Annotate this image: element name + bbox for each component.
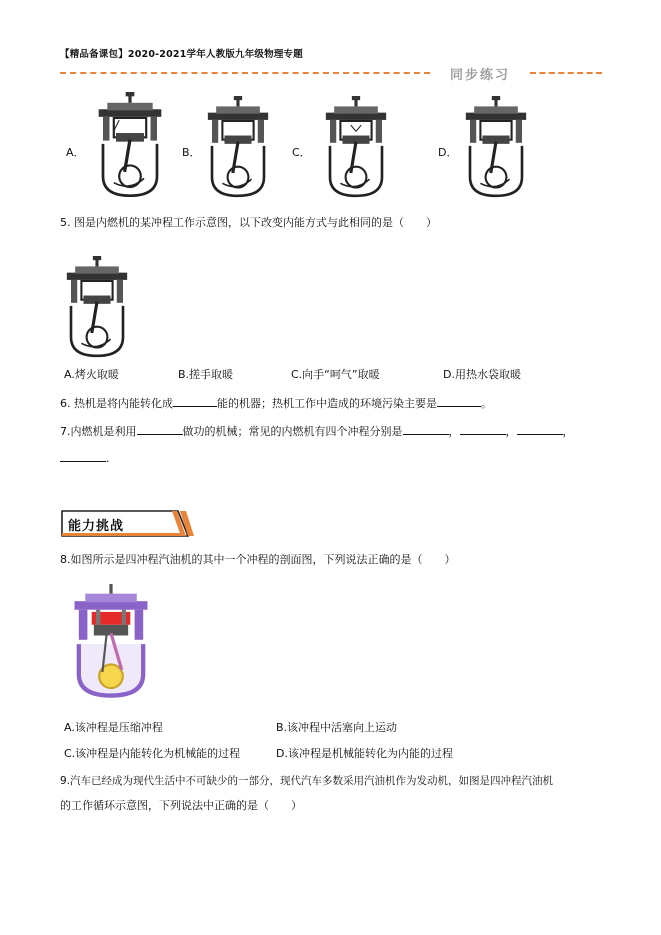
header-title: 【精品备课包】2020-2021学年人教版九年级物理专题 xyxy=(60,49,303,60)
q5-engine-diagram xyxy=(60,256,134,360)
q7-sep-3: ， xyxy=(562,425,574,438)
q5-stem: 5. 图是内燃机的某冲程工作示意图，以下改变内能方式与此相同的是（ ） xyxy=(60,216,437,229)
q5-option-c: C.向手“呵气”取暖 xyxy=(291,368,380,381)
q7-line2 xyxy=(60,450,110,466)
q7-blank-4 xyxy=(517,423,563,435)
q5-option-b: B.搓手取暖 xyxy=(178,368,234,381)
q7-sep-2: ， xyxy=(505,425,517,438)
q6-text-2: 能的机器；热机工作中造成的环境污染主要是 xyxy=(217,397,437,410)
header-divider-right xyxy=(530,72,602,74)
q7-text-2: 做功的机械；常见的内燃机有四个冲程分别是 xyxy=(182,425,403,438)
q8-option-a: A.该冲程是压缩冲程 xyxy=(64,721,163,734)
engine-diagram-a xyxy=(90,92,170,200)
q6 xyxy=(60,395,492,411)
q4-option-b-label: B． xyxy=(182,146,201,159)
q7-text-1: 7.内燃机是利用 xyxy=(60,425,137,438)
q7-blank-5 xyxy=(60,450,106,462)
q5-option-d: D.用热水袋取暖 xyxy=(443,368,521,381)
q9-line1: 9.汽车已经成为现代生活中不可缺少的一部分，现代汽车多数采用汽油机作为发动机，如图是四冲程汽油机 xyxy=(60,775,554,787)
q7-blank-2 xyxy=(403,423,449,435)
q7-end: . xyxy=(106,452,110,465)
header-divider xyxy=(60,72,430,74)
engine-diagram-b xyxy=(200,96,276,200)
q9-line2: 的工作循环示意图，下列说法中正确的是（ ） xyxy=(60,799,302,812)
engine-diagram-c xyxy=(318,96,394,200)
q7-sep-1: ， xyxy=(448,425,460,438)
q4-option-d-label: D． xyxy=(438,146,458,159)
engine-diagram-d xyxy=(458,96,534,200)
q7-blank-1 xyxy=(137,423,183,435)
q6-text-3: 。 xyxy=(481,397,492,410)
q6-blank-1 xyxy=(173,395,217,407)
q5-option-a: A.烤火取暖 xyxy=(64,368,119,381)
q7-line1 xyxy=(60,423,574,439)
q6-blank-2 xyxy=(437,395,481,407)
q8-option-d: D.该冲程是机械能转化为内能的过程 xyxy=(276,747,453,760)
q8-option-b: B.该冲程中活塞向上运动 xyxy=(276,721,398,734)
q4-option-c-label: C． xyxy=(292,146,311,159)
q8-option-c: C.该冲程是内能转化为机械能的过程 xyxy=(64,747,241,760)
q8-engine-diagram xyxy=(68,584,154,702)
q8-stem: 8.如图所示是四冲程汽油机的其中一个冲程的剖面图，下列说法正确的是（ ） xyxy=(60,553,456,566)
q6-text-1: 6. 热机是将内能转化成 xyxy=(60,397,173,410)
q7-blank-3 xyxy=(460,423,506,435)
section-title: 能力挑战 xyxy=(68,519,125,534)
header-tag: 同步练习 xyxy=(449,68,510,83)
q4-option-a-label: A． xyxy=(66,146,85,159)
